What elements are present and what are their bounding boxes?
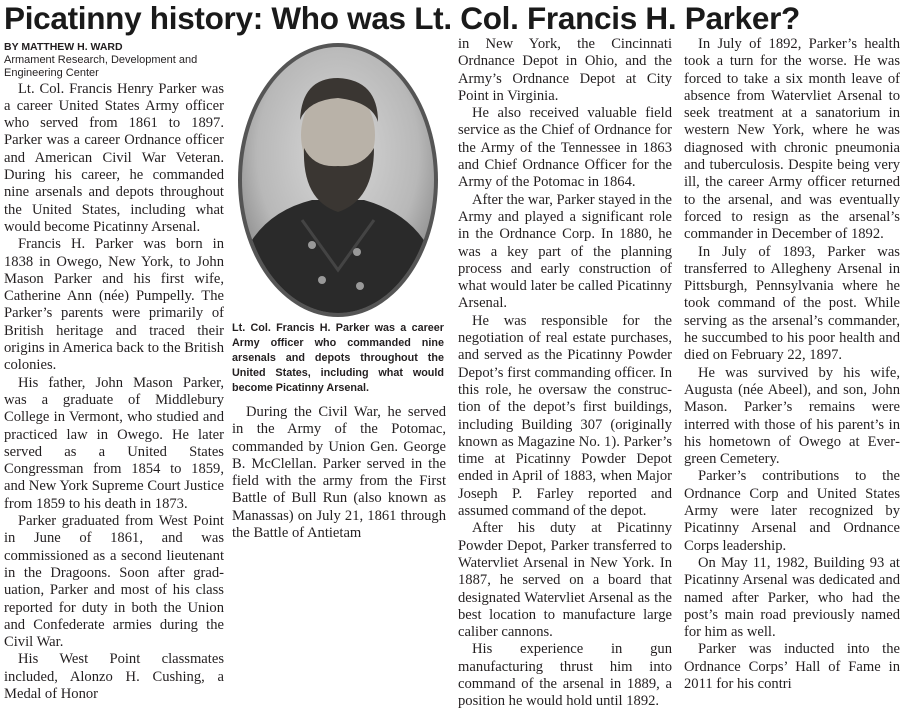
paragraph: His father, John Mason Parker, was a graduate of Middlebury College in Vermont, who studied and practiced law in Owego. He later served as a United States Congressman from 1854 to 1859, and New York Supreme Court Justice from 1859 to his death in 1873. bbox=[4, 374, 224, 512]
paragraph: Parker graduated from West Point in June of 1861, and was commissioned as a second lieutenant in the Dragoons. Soon after graduation, Parker and most of his class reported for duty in both the Union and Confederate armies during the Civil War. bbox=[4, 513, 224, 651]
photo-caption: Lt. Col. Francis H. Parker was a career Army officer who commanded nine arsenals and depots throughout the United States, including what would become Picatinny Arsenal. bbox=[232, 322, 444, 394]
photo-and-column-2 bbox=[232, 40, 446, 542]
paragraph: After the war, Parker stayed in the Army and played a significant role in the Ordnance Corp. In 1880, he was a key part of the planning process and early construction of what would later be called Picatinny Arsenal. bbox=[458, 191, 673, 312]
paragraph: In July of 1893, Parker was transferred to Allegheny Arsenal in Pittsburgh, Pennsylvania where he took command of the post. While serving as the arsenal’s commander, he succumbed to his poor health and died on February 22, 1897. bbox=[684, 243, 900, 364]
paragraph: After his duty at Picatinny Powder Depot, Parker transferred to Watervliet Arsenal in New York. In 1887, he served on a board that designated Watervliet Arsenal as the best location to manufacture large caliber cannons. bbox=[458, 520, 672, 641]
byline: BY MATTHEW H. WARD bbox=[4, 41, 123, 53]
paragraph: He also received valuable field service as the Chief of Ordnance for the Army of the Tennessee in 1863 and Chief Ordnance Officer for the Army of the Potomac in 1864. bbox=[458, 105, 672, 191]
paragraph: He was responsible for the negotiation of real estate purchases, and served as the Picatinny Powder Depot’s first commanding officer. In this role, he oversaw the construction of the depot’s first buildings, including Building 307 (originally known as Magazine No. 1). Parker’s time at Picatinny Powder Depot ended in April of 1883, when Major Joseph P. Farley reported and assumed command of the depot. bbox=[458, 312, 672, 520]
article-column-1 bbox=[4, 38, 224, 703]
author-affiliation: Armament Research, Development and Engineering Center bbox=[4, 54, 198, 80]
article-column-4 bbox=[684, 36, 900, 693]
paragraph: in New York, the Cincinnati Ordnance Depot in Ohio, and the Army’s Ordnance Depot at City Point in Virginia. bbox=[458, 36, 672, 104]
paragraph: He was survived by his wife, Augusta (née Abeel), and son, John Mason. Parker’s remains were interred with those of his parent’s in his hometown of Owego at Evergreen Cemetery. bbox=[684, 364, 900, 468]
paragraph: Parker’s contributions to the Ordnance Corp and United States Army were later recognized by Picatinny Arsenal and Ordnance Corps leadership. bbox=[684, 468, 900, 554]
article-column-2 bbox=[232, 404, 446, 542]
paragraph: His West Point classmates included, Alonzo H. Cushing, a Medal of Honor bbox=[4, 651, 224, 702]
paragraph: Francis H. Parker was born in 1838 in Owego, New York, to John Mason Parker and his first wife, Catherine Ann (née) Pumpelly. The Parker’s parents were primarily of British heritage and traced their origins in America back to the British colonies. bbox=[4, 236, 224, 374]
paragraph: In July of 1892, Parker’s health took a turn for the worse. He was forced to take a six month leave of absence from Watervliet Arsenal to seek treatment at a sanatorium in western New York, where he was diagnosed with chronic pneumonia and tuberculosis. Despite being very ill, the career Army officer returned to the arsenal, and was eventually forced to resign as the arsenal’s commander in December of 1892. bbox=[684, 36, 900, 243]
paragraph: On May 11, 1982, Building 93 at Picatinny Arsenal was dedicated and named after Parker, who had the post’s main road previously named for him as well. bbox=[684, 554, 900, 641]
portrait-photo bbox=[232, 40, 445, 320]
headline: Picatinny history: Who was Lt. Col. Francis H. Parker? bbox=[4, 0, 800, 36]
paragraph: Lt. Col. Francis Henry Parker was a career United States Army officer who served from 1861 to 1897. Parker was a career Ordnance officer and American Civil War Veteran. During his career, he commanded nine arsenals and depots throughout the United States, including what would become Picatinny Arsenal. bbox=[4, 80, 224, 235]
portrait-image bbox=[232, 40, 445, 320]
article-column-3 bbox=[458, 36, 672, 711]
paragraph: His experience in gun manufacturing thrust him into command of the arsenal in 1889, a position he would hold until 1892. bbox=[458, 641, 672, 710]
paragraph: Parker was inducted into the Ordnance Corps’ Hall of Fame in 2011 for his contri bbox=[684, 641, 900, 692]
paragraph: During the Civil War, he served in the Army of the Potomac, commanded by Union Gen. George B. McClellan. Parker served in the field with the army from the First Battle of Bull Run (also known as Manassas) on July 21, 1861 through the Battle of Antietam bbox=[232, 404, 446, 542]
